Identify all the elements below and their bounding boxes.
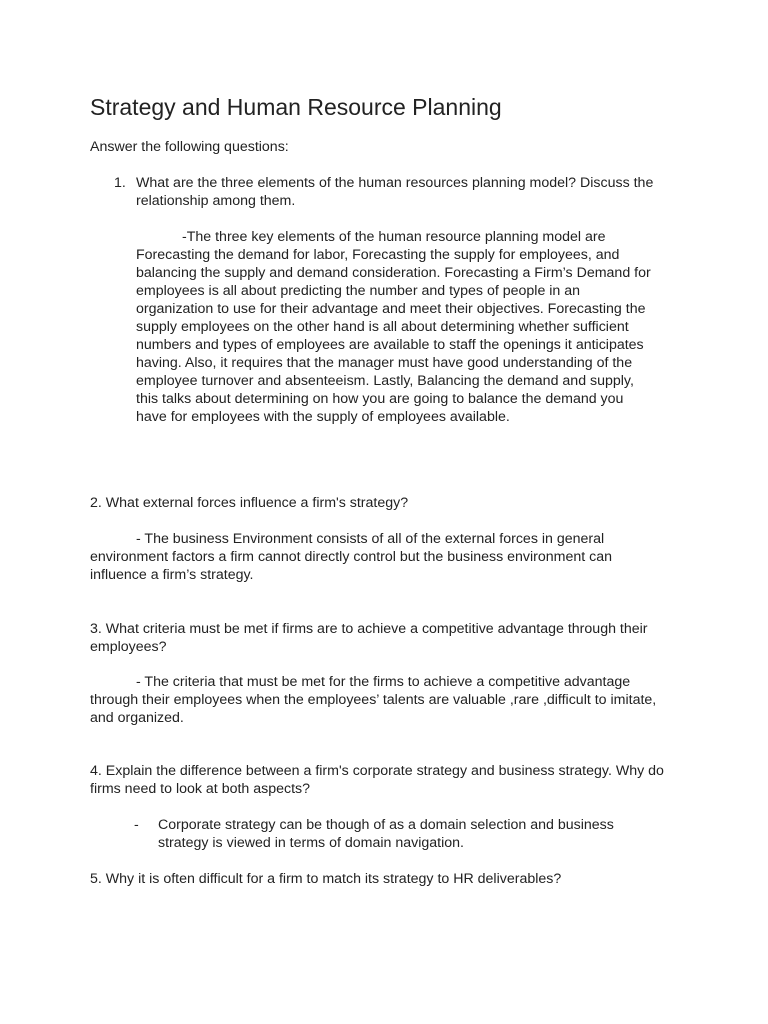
answer-4-bullet: -	[134, 817, 139, 833]
question-1-number: 1.	[114, 175, 126, 191]
answer-2-text: - The business Environment consists of all of the external forces in general environment factors a firm cannot directly control but the business environment can influence a firm’s strategy.	[90, 531, 613, 583]
question-1-text: What are the three elements of the human resources planning model? Discuss the relationship among them.	[136, 175, 654, 209]
question-4-text: 4. Explain the difference between a firm's corporate strategy and business strategy. Why do firms need to look at both aspects?	[90, 763, 664, 797]
question-3-text: 3. What criteria must be met if firms are to achieve a competitive advantage through their employees?	[90, 621, 648, 655]
answer-3-text: - The criteria that must be met for the firms to achieve a competitive advantage through their employees when the employees’ talents are valuable ,rare ,difficult to imitate, and organized.	[90, 674, 657, 726]
document-title: Strategy and Human Resource Planning	[90, 94, 502, 120]
intro-text: Answer the following questions:	[90, 139, 289, 155]
question-5-text: 5. Why it is often difficult for a firm to match its strategy to HR deliverables?	[90, 871, 562, 887]
answer-4-text: Corporate strategy can be though of as a domain selection and business strategy is viewed in terms of domain navigation.	[158, 817, 614, 851]
question-2-text: 2. What external forces influence a firm's strategy?	[90, 495, 409, 511]
answer-1-text: -The three key elements of the human resource planning model are Forecasting the demand for labor, Forecasting the supply for employees, and balancing the supply and demand consideration. Forecasting a Firm’s Demand for employees is all about predicting the number and types of people in an organization to use for their advantage and meet their objectives. Forecasting the supply employees on the other hand is all about determining whether sufficient numbers and types of employees are available to staff the openings it anticipates having. Also, it requires that the manager must have good understanding of the employee turnover and absenteeism. Lastly, Balancing the demand and supply, this talks about determining on how you are going to balance the demand you have for employees with the supply of employees available.	[136, 229, 651, 425]
